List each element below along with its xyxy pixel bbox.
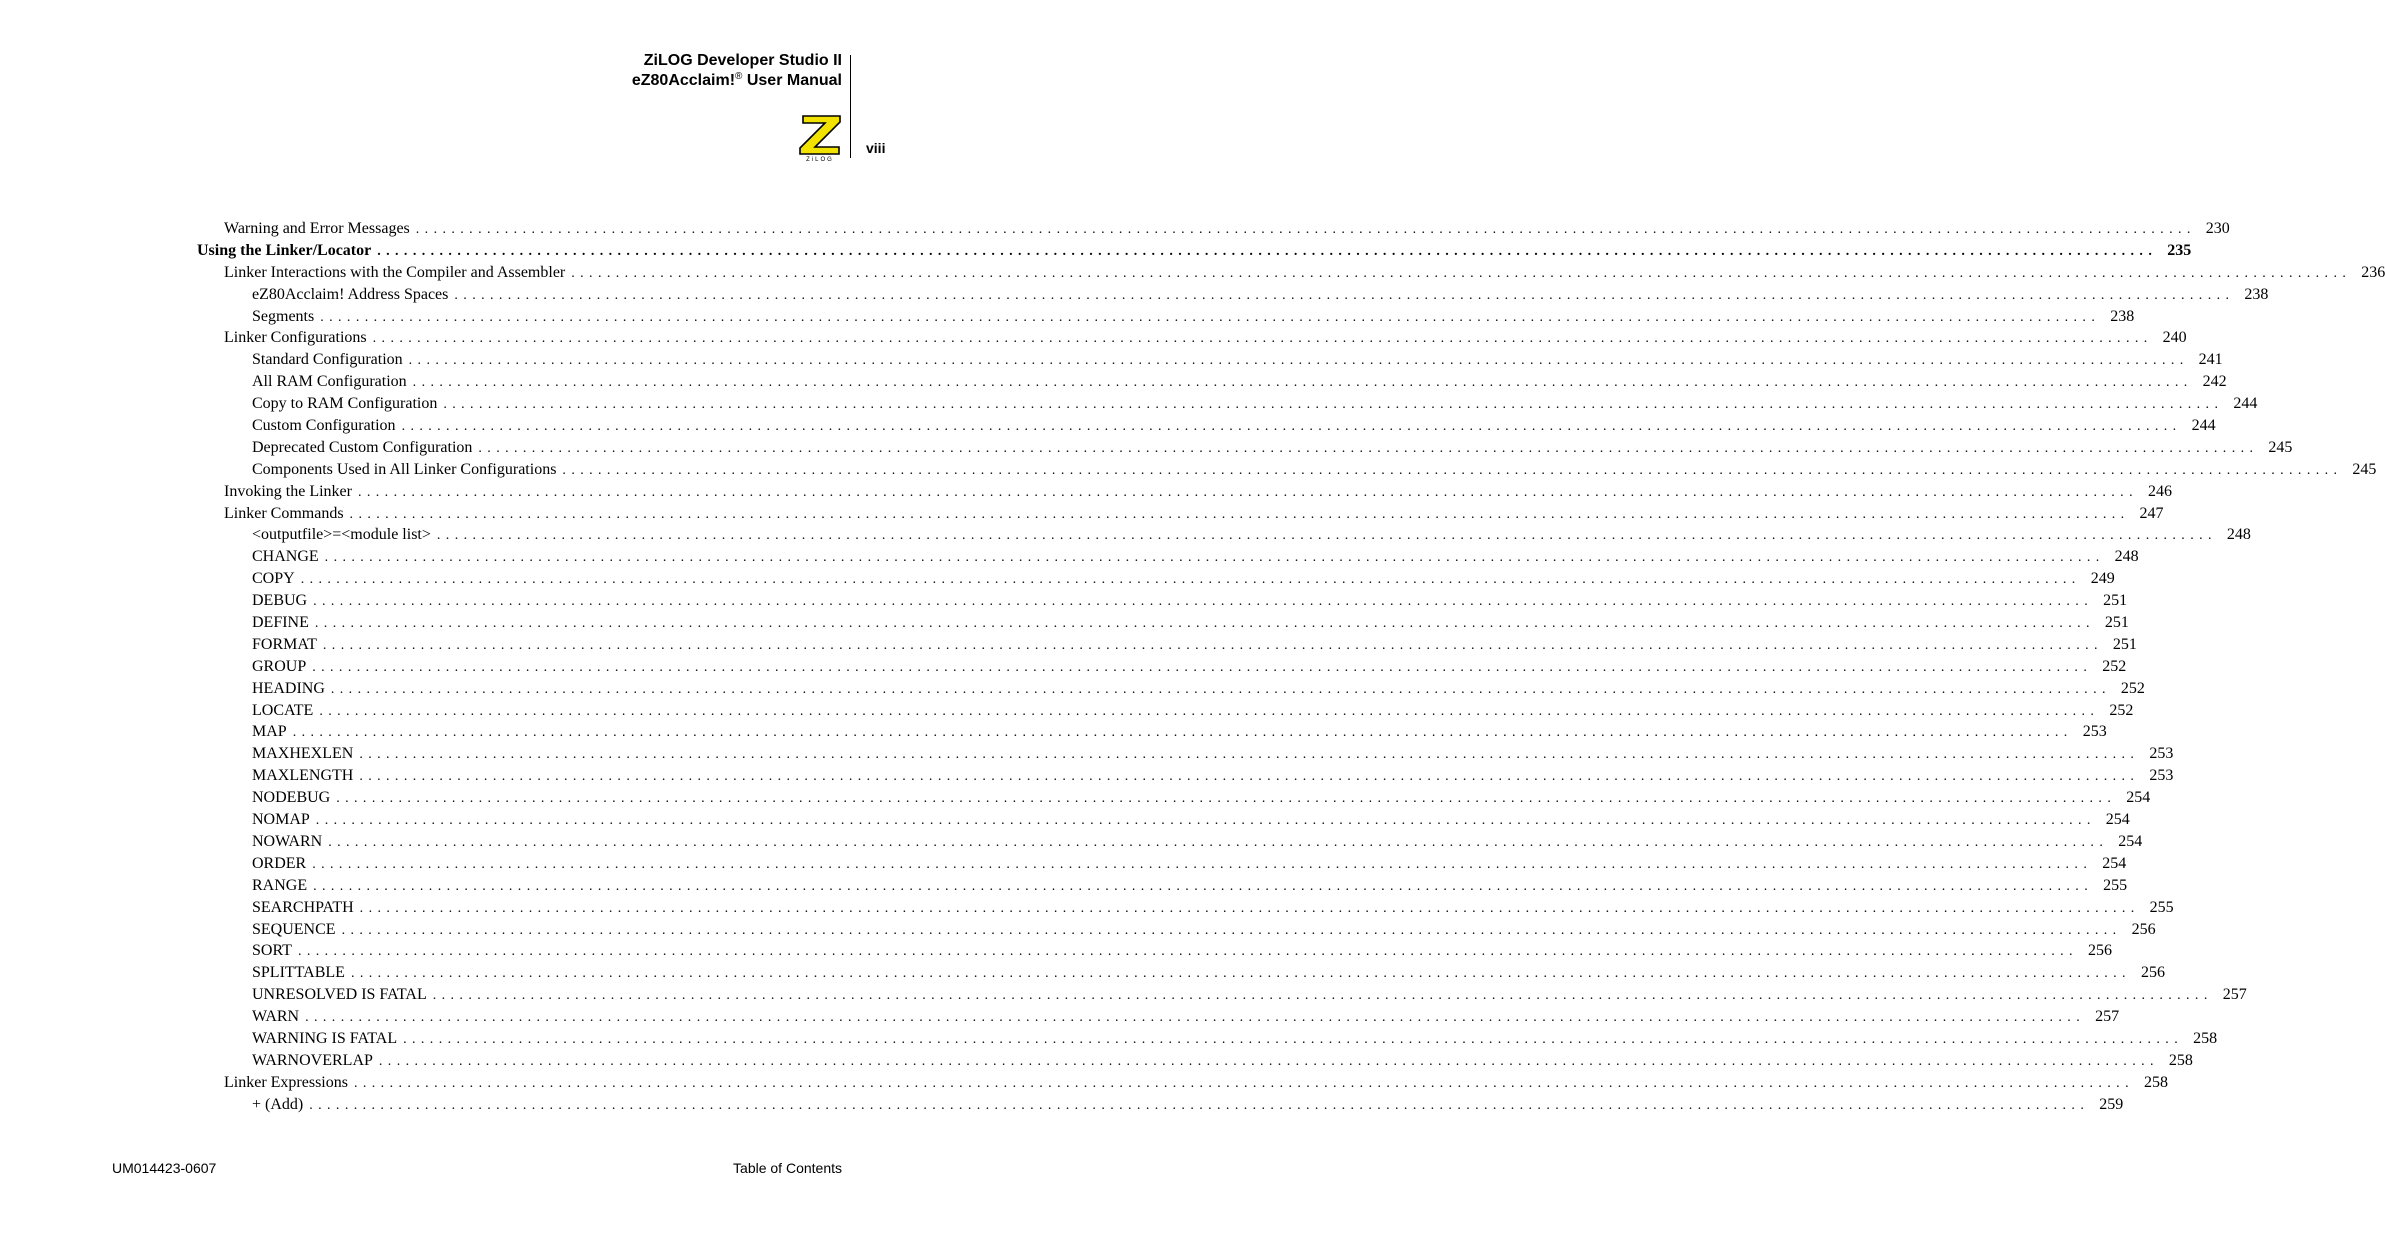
- toc-entry-page: 248: [2114, 548, 2139, 566]
- dot-leader: ........................................................................................................................................................................................................: [297, 944, 2078, 960]
- toc-entry-title: eZ80Acclaim! Address Spaces: [252, 285, 449, 303]
- dot-leader: ........................................................................................................................................................................................................: [312, 659, 2093, 675]
- toc-entry[interactable]: [0, 568, 2115, 590]
- toc-entry-page: 246: [2147, 482, 2172, 500]
- dot-leader: ........................................................................................................................................................................................................: [322, 637, 2103, 653]
- dot-leader: ........................................................................................................................................................................................................: [313, 594, 2094, 610]
- toc-entry-title: FORMAT: [252, 635, 317, 653]
- toc-entry[interactable]: [0, 634, 2137, 656]
- toc-entry[interactable]: [0, 919, 2156, 941]
- toc-entry-title: + (Add): [252, 1095, 304, 1113]
- title-product: eZ80Acclaim!: [631, 72, 736, 89]
- dot-leader: ........................................................................................................................................................................................................: [312, 856, 2093, 872]
- toc-entry-page: 256: [2087, 942, 2112, 960]
- dot-leader: ........................................................................................................................................................................................................: [377, 243, 2158, 259]
- toc-entry-title: COPY: [252, 570, 295, 588]
- toc-entry-title: HEADING: [252, 679, 325, 697]
- toc-entry-page: 244: [2191, 417, 2216, 435]
- toc-entry-page: 253: [2082, 723, 2107, 741]
- toc-entry[interactable]: [0, 612, 2129, 634]
- toc-entry[interactable]: [0, 459, 2377, 481]
- dot-leader: ........................................................................................................................................................................................................: [415, 222, 2196, 237]
- toc-entry-title: MAXLENGTH: [252, 767, 354, 785]
- toc-entry-page: 255: [2149, 898, 2174, 916]
- toc-entry-title: SPLITTABLE: [252, 964, 345, 982]
- dot-leader: ........................................................................................................................................................................................................: [319, 703, 2100, 719]
- toc-entry-title: DEBUG: [252, 592, 308, 610]
- toc-entry[interactable]: [0, 700, 2134, 722]
- toc-entry-page: 236: [2361, 263, 2385, 281]
- toc-entry[interactable]: [0, 349, 2223, 371]
- page-number: viii: [866, 140, 886, 156]
- toc-entry[interactable]: [0, 524, 2251, 546]
- toc-entry-title: RANGE: [252, 876, 308, 894]
- toc-entry-page: 258: [2168, 1051, 2193, 1069]
- toc-entry-page: 257: [2222, 986, 2247, 1004]
- toc-entry[interactable]: [0, 678, 2145, 700]
- toc-entry[interactable]: [0, 327, 2187, 349]
- toc-entry-title: SORT: [252, 942, 292, 960]
- toc-entry[interactable]: [0, 481, 2172, 503]
- logo-wordmark: ZiLOG: [806, 157, 834, 163]
- toc-entry-title: ORDER: [252, 854, 307, 872]
- toc-entry-page: 251: [2104, 614, 2129, 632]
- toc-entry-title: Warning and Error Messages: [224, 220, 410, 237]
- dot-leader: ........................................................................................................................................................................................................: [314, 616, 2095, 632]
- dot-leader: ........................................................................................................................................................................................................: [330, 681, 2111, 697]
- dot-leader: ........................................................................................................................................................................................................: [359, 900, 2140, 916]
- dot-leader: ........................................................................................................................................................................................................: [324, 550, 2105, 566]
- toc-entry-title: UNRESOLVED IS FATAL: [252, 986, 427, 1004]
- dot-leader: ........................................................................................................................................................................................................: [349, 506, 2130, 522]
- toc-entry-title: WARNOVERLAP: [252, 1051, 373, 1069]
- toc-entry[interactable]: [0, 940, 2112, 962]
- dot-leader: ........................................................................................................................................................................................................: [571, 265, 2352, 281]
- title-line-1: ZiLOG Developer Studio II: [643, 52, 842, 69]
- toc-entry[interactable]: [0, 503, 2164, 525]
- toc-entry-title: Linker Interactions with the Compiler and Assembler: [224, 263, 566, 281]
- dot-leader: ........................................................................................................................................................................................................: [305, 1010, 2086, 1026]
- toc-entry-title: <outputfile>=<module list>: [252, 526, 431, 544]
- document-id: UM014423-0607: [112, 1160, 217, 1176]
- toc-entry-title: GROUP: [252, 657, 307, 675]
- dot-leader: ........................................................................................................................................................................................................: [300, 572, 2081, 588]
- toc-entry[interactable]: [0, 875, 2128, 897]
- toc-entry-page: 254: [2102, 854, 2127, 872]
- toc-entry-title: DEFINE: [252, 614, 309, 632]
- title-line-2: [632, 71, 842, 91]
- toc-entry[interactable]: [0, 284, 2269, 306]
- toc-entry[interactable]: [0, 1072, 2168, 1094]
- toc-entry[interactable]: [0, 721, 2107, 743]
- toc-entry-title: Copy to RAM Configuration: [252, 395, 438, 413]
- toc-entry-page: 245: [2352, 460, 2377, 478]
- dot-leader: ........................................................................................................................................................................................................: [378, 1053, 2159, 1069]
- toc-entry[interactable]: [0, 1006, 2120, 1028]
- toc-entry-title: Standard Configuration: [252, 351, 403, 369]
- toc-entry[interactable]: [0, 437, 2293, 459]
- toc-entry-title: Invoking the Linker: [224, 482, 352, 500]
- section-name: Table of Contents: [733, 1160, 842, 1176]
- toc-entry[interactable]: [0, 765, 2174, 787]
- title-manual: User Manual: [742, 72, 842, 89]
- dot-leader: ........................................................................................................................................................................................................: [401, 419, 2182, 435]
- toc-entry-title: Segments: [252, 307, 315, 325]
- toc-entry-title: Linker Expressions: [224, 1073, 348, 1091]
- dot-leader: ........................................................................................................................................................................................................: [350, 966, 2131, 982]
- toc-entry-page: 242: [2202, 373, 2227, 391]
- toc-entry-page: 235: [2167, 241, 2192, 259]
- toc-entry-title: SEQUENCE: [252, 920, 336, 938]
- dot-leader: ........................................................................................................................................................................................................: [454, 287, 2235, 303]
- toc-entry-page: 252: [2109, 701, 2134, 719]
- toc-entry[interactable]: [0, 962, 2165, 984]
- dot-leader: ........................................................................................................................................................................................................: [436, 528, 2217, 544]
- toc-entry-page: 249: [2090, 570, 2115, 588]
- toc-entry-page: 258: [2143, 1073, 2168, 1091]
- dot-leader: ........................................................................................................................................................................................................: [341, 922, 2122, 938]
- dot-leader: ........................................................................................................................................................................................................: [372, 331, 2153, 347]
- toc-entry-page: 238: [2244, 285, 2269, 303]
- toc-entry-page: 259: [2099, 1095, 2124, 1113]
- dot-leader: ........................................................................................................................................................................................................: [292, 725, 2073, 741]
- dot-leader: ........................................................................................................................................................................................................: [353, 1075, 2134, 1091]
- toc-entry[interactable]: [0, 1028, 2218, 1050]
- toc-entry[interactable]: [0, 831, 2143, 853]
- toc-entry-page: 256: [2131, 920, 2156, 938]
- dot-leader: ........................................................................................................................................................................................................: [478, 440, 2259, 456]
- dot-leader: ........................................................................................................................................................................................................: [562, 462, 2343, 478]
- dot-leader: ........................................................................................................................................................................................................: [328, 834, 2109, 850]
- toc-entry[interactable]: [0, 415, 2216, 437]
- toc-entry-page: 244: [2233, 395, 2258, 413]
- toc-entry[interactable]: [0, 262, 2385, 284]
- toc-entry-title: CHANGE: [252, 548, 319, 566]
- dot-leader: ........................................................................................................................................................................................................: [359, 747, 2140, 763]
- toc-entry[interactable]: [0, 371, 2227, 393]
- dot-leader: ........................................................................................................................................................................................................: [336, 791, 2117, 807]
- registered-mark: ®: [735, 71, 743, 82]
- document-title: [632, 51, 842, 91]
- dot-leader: ........................................................................................................................................................................................................: [320, 309, 2101, 325]
- dot-leader: ........................................................................................................................................................................................................: [315, 813, 2096, 829]
- toc-entry-page: 251: [2103, 592, 2128, 610]
- toc-entry-page: 254: [2118, 832, 2143, 850]
- table-of-contents: [0, 218, 2385, 1116]
- toc-entry-title: LOCATE: [252, 701, 314, 719]
- toc-entry-page: 247: [2139, 504, 2164, 522]
- toc-entry-title: WARNING IS FATAL: [252, 1029, 398, 1047]
- toc-entry-title: Linker Commands: [224, 504, 344, 522]
- toc-entry-title: Deprecated Custom Configuration: [252, 438, 473, 456]
- dot-leader: ........................................................................................................................................................................................................: [408, 353, 2189, 369]
- toc-entry[interactable]: [0, 656, 2127, 678]
- dot-leader: ........................................................................................................................................................................................................: [443, 397, 2224, 413]
- toc-entry-page: 251: [2112, 635, 2137, 653]
- toc-entry-title: SEARCHPATH: [252, 898, 354, 916]
- toc-entry-title: MAXHEXLEN: [252, 745, 354, 763]
- toc-entry-title: MAP: [252, 723, 287, 741]
- toc-entry-title: Custom Configuration: [252, 417, 396, 435]
- toc-entry-page: 252: [2120, 679, 2145, 697]
- toc-entry[interactable]: [0, 743, 2174, 765]
- toc-entry-page: 245: [2268, 438, 2293, 456]
- toc-entry[interactable]: [0, 853, 2127, 875]
- toc-entry[interactable]: [0, 240, 2192, 262]
- toc-entry-title: Linker Configurations: [224, 329, 367, 347]
- toc-entry-page: 238: [2110, 307, 2135, 325]
- toc-entry[interactable]: [0, 1094, 2124, 1116]
- toc-entry[interactable]: [0, 897, 2174, 919]
- toc-entry-page: 253: [2149, 767, 2174, 785]
- toc-entry-title: Components Used in All Linker Configurations: [252, 460, 557, 478]
- toc-entry[interactable]: [0, 984, 2247, 1006]
- toc-entry-page: 240: [2162, 329, 2187, 347]
- toc-entry-page: 241: [2198, 351, 2223, 369]
- zilog-logo-icon: [796, 114, 844, 162]
- toc-entry-page: 254: [2126, 789, 2151, 807]
- toc-entry-title: NOWARN: [252, 832, 323, 850]
- dot-leader: ........................................................................................................................................................................................................: [403, 1031, 2184, 1047]
- toc-entry-title: All RAM Configuration: [252, 373, 407, 391]
- toc-entry-title: NODEBUG: [252, 789, 331, 807]
- toc-entry[interactable]: [0, 590, 2128, 612]
- dot-leader: ........................................................................................................................................................................................................: [432, 988, 2213, 1004]
- dot-leader: ........................................................................................................................................................................................................: [412, 375, 2193, 391]
- toc-entry[interactable]: [0, 809, 2130, 831]
- toc-entry-page: 257: [2095, 1008, 2120, 1026]
- toc-entry-title: Using the Linker/Locator: [197, 241, 372, 259]
- toc-entry-page: 253: [2149, 745, 2174, 763]
- toc-entry[interactable]: [0, 306, 2135, 328]
- toc-entry-page: 248: [2226, 526, 2251, 544]
- dot-leader: ........................................................................................................................................................................................................: [309, 1097, 2090, 1113]
- toc-entry-page: 255: [2103, 876, 2128, 894]
- toc-entry-page: 256: [2140, 964, 2165, 982]
- toc-entry[interactable]: [0, 393, 2258, 415]
- dot-leader: ........................................................................................................................................................................................................: [357, 484, 2138, 500]
- header-divider: [850, 55, 851, 158]
- toc-entry-page: 252: [2102, 657, 2127, 675]
- toc-entry[interactable]: [0, 546, 2139, 568]
- toc-entry[interactable]: [0, 218, 2230, 240]
- dot-leader: ........................................................................................................................................................................................................: [359, 769, 2140, 785]
- toc-entry-page: 258: [2193, 1029, 2218, 1047]
- toc-entry-page: 230: [2205, 220, 2230, 237]
- toc-entry-title: NOMAP: [252, 811, 310, 829]
- toc-entry-title: WARN: [252, 1008, 300, 1026]
- toc-entry[interactable]: [0, 787, 2151, 809]
- toc-entry[interactable]: [0, 1050, 2193, 1072]
- toc-entry-page: 254: [2105, 811, 2130, 829]
- dot-leader: ........................................................................................................................................................................................................: [313, 878, 2094, 894]
